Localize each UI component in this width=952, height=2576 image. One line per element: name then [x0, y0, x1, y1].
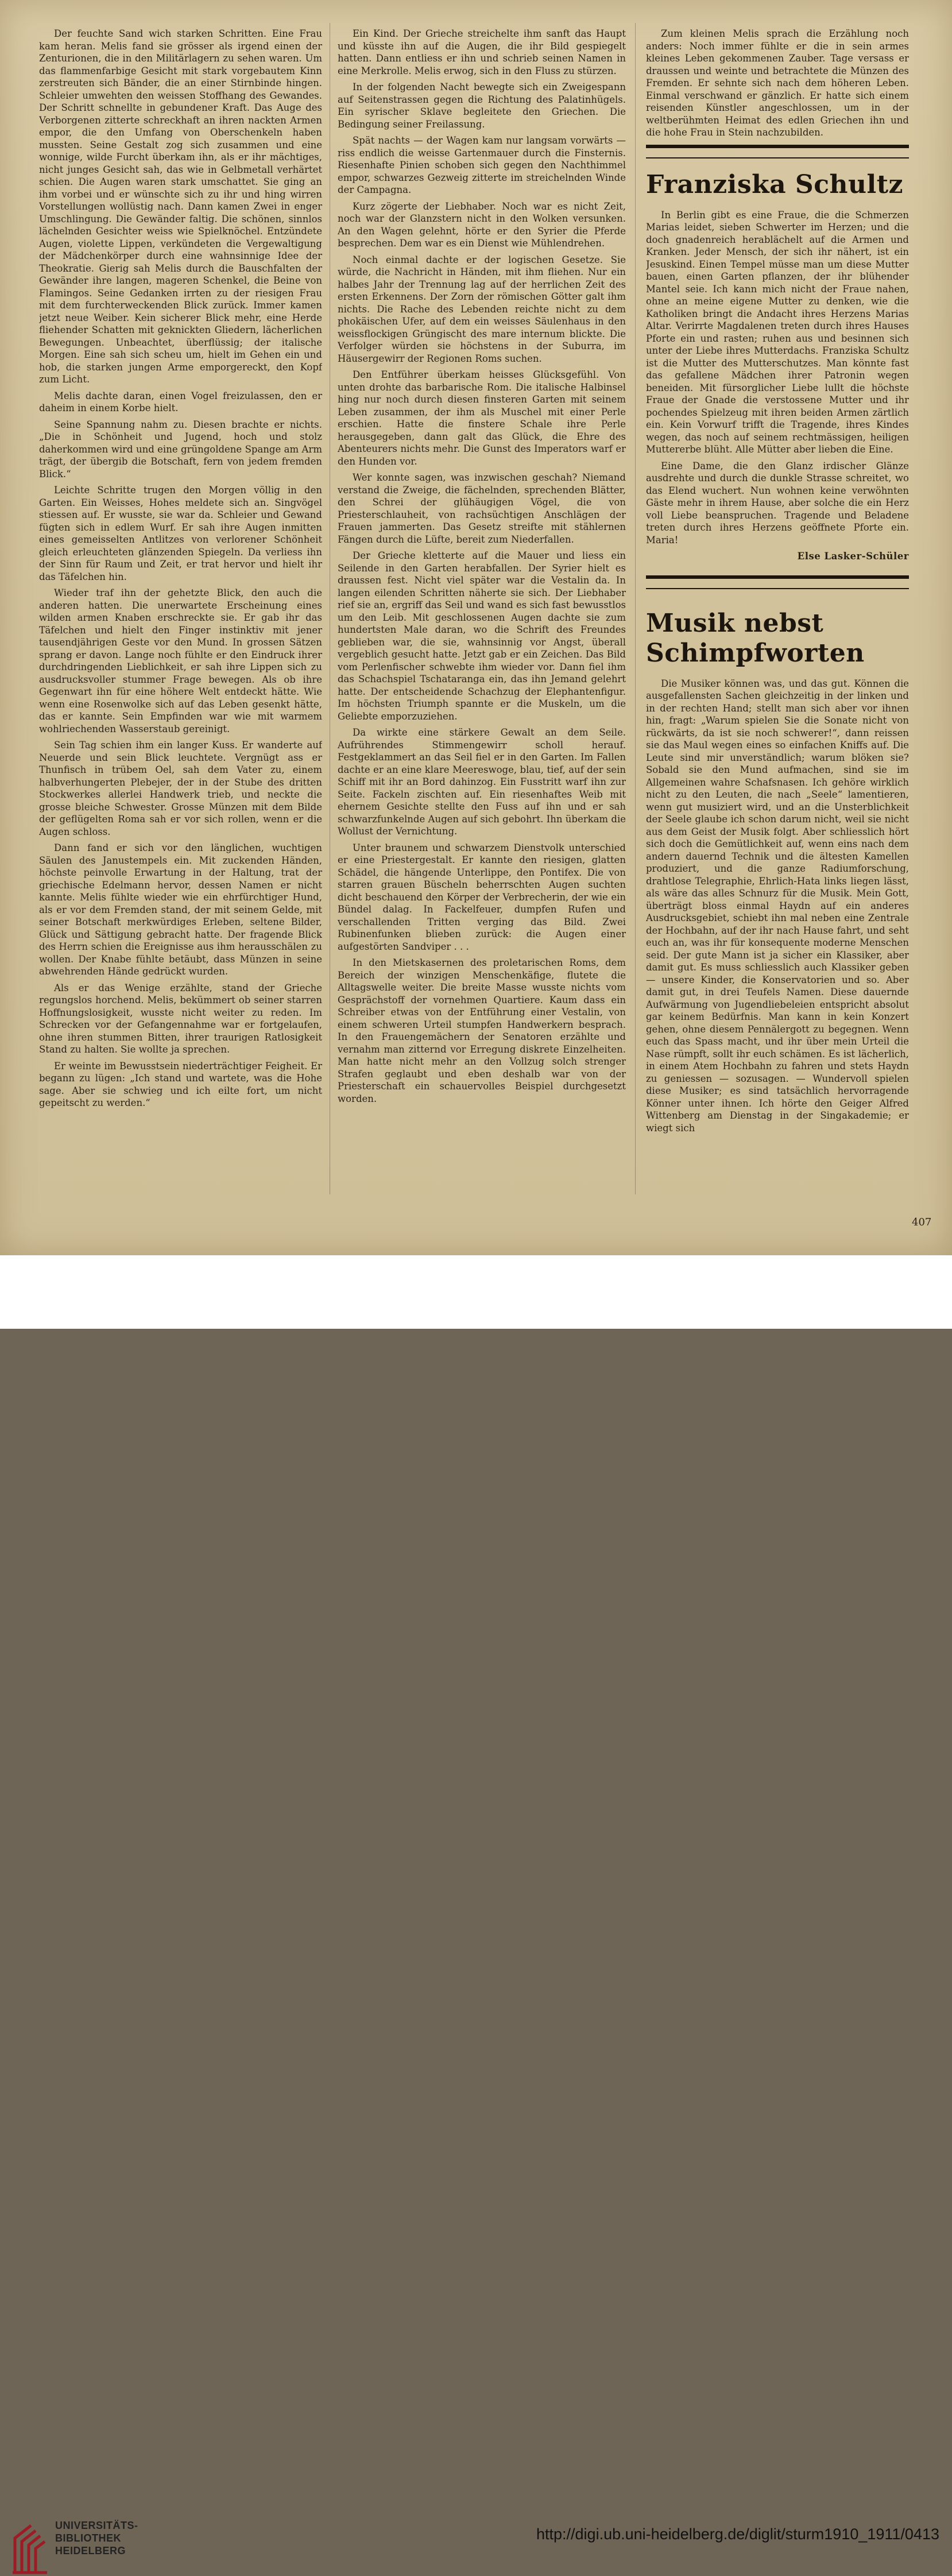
- newspaper-page: [0, 0, 952, 1255]
- column-right: [646, 28, 909, 1210]
- section-rule: [646, 145, 909, 158]
- library-name-line: BIBLIOTHEK: [55, 2532, 121, 2544]
- text-paragraph: Ein Kind. Der Grieche streichelte ihm sanft das Haupt und küsste ihn auf die Augen, die ihr Bild gespiegelt hatten. Dann entliess er ihn und schrieb seinen Namen in eine Merkrolle. Melis erwog, sich in den Fluss zu stürzen.: [338, 28, 626, 76]
- column-middle: [338, 28, 626, 1210]
- text-paragraph: Wer konnte sagen, was inzwischen geschah? Niemand verstand die Zweige, die fächelnden, sprechenden Blätter, den Schrei der glühäugigen Vögel, die von Priesterschlauheit, von rachsüchtigen Anschlägen der Frauen jammerten. Das Gesetz streifte mit stählernen Fängen durch die Lüfte, bereit zum Niederfallen.: [338, 472, 626, 545]
- library-logo-icon: [10, 2515, 51, 2576]
- text-paragraph: Dann fand er sich vor den länglichen, wuchtigen Säulen des Janustempels ein. Mit zuckenden Händen, höchste peinvolle Erwartung in der Haltung, trat der griechische Edelmann hervor, dessen Namen er nicht kannte. Melis fühlte wieder wie ein ehrfürchtiger Hund, als er vor dem Fremden stand, der mit seinem Gelde, mit seiner Botschaft merkwürdiges Erleben, seltene Bilder, Glück und Sättigung gebracht hatte. Der fragende Blick des Herrn schien die Ereignisse aus ihm herausschälen zu wollen. Der Knabe fühlte betäubt, dass Münzen in seine abwehrenden Hände gedrückt wurden.: [39, 842, 322, 977]
- text-paragraph: Wieder traf ihn der gehetzte Blick, den auch die anderen hatten. Die unerwartete Erscheinung eines wilden armen Knaben erschreckte sie. Er gab ihr das Täfelchen und hielt den Finger instinktiv mit jener tausendjährigen Geste vor den Mund. In grossen Sätzen sprang er davon. Lange noch fühlte er den Eindruck ihrer durchdringenden Lieblichkeit, er sah ihre Lippen sich zu ausdrucksvoller stummer Frage bewegen. Als ob ihre Gegenwart ihn für eine höhere Welt entdeckt hätte. Wie wenn eine Rosenwolke sich auf das Leben gesenkt hätte, das er kannte. Sein Empfinden war wie mit warmem wohlriechenden Wasserstaub gereinigt.: [39, 587, 322, 734]
- library-name-line: UNIVERSITÄTS-: [55, 2520, 138, 2531]
- text-paragraph: In der folgenden Nacht bewegte sich ein Zweigespann auf Seitenstrassen gegen die Richtung des Palatinhügels. Ein syrischer Sklave begleitete den Griechen. Die Bedingung seiner Freilassung.: [338, 82, 626, 130]
- text-paragraph: Unter braunem und schwarzem Dienstvolk unterschied er eine Priestergestalt. Er kannte den riesigen, glatten Schädel, die hängende Unterlippe, den Pontifex. Die von starren grauen Büscheln beherrschten Augen suchten dicht beschauend den Körper der Verbrecherin, der wie ein Bündel dalag. In Fackelfeuer, dumpfen Rufen und verschallenden Tritten verging das Bild. Zwei Rubinenfunken blieben zurück: die Augen einer aufgestörten Sandviper . . .: [338, 842, 626, 952]
- text-paragraph: Zum kleinen Melis sprach die Erzählung noch anders: Noch immer fühlte er die in sein armes kleines Leben gekommenen Zauber. Tage versass er draussen und weinte und betrachtete die Münzen des Fremden. Er sehnte sich nach dem höheren Leben. Einmal verschwand er gänzlich. Er hatte sich einem reisenden Künstler angeschlossen, um in der weltberühmten Heimat des edlen Griechen ihn und die hohe Frau in Stein nachzubilden.: [646, 28, 909, 138]
- text-paragraph: Der Grieche kletterte auf die Mauer und liess ein Seilende in den Garten herabfallen. Der Syrier hielt es draussen fest. Nicht viel später war die Vestalin da. In langen eilenden Schritten näherte sie sich. Der Liebhaber rief sie an, ergriff das Seil und wand es sich fast bewusstlos um den Leib. Mit geschlossenen Augen dachte sie zum hundertsten Male daran, wo die Schrift des Freundes geblieben war, die sie, wahnsinnig vor Angst, überall vergeblich gesucht hatte. Jetzt gab er ein Zeichen. Das Bild vom Perlenfischer schwebte ihm wieder vor. Dann fiel ihm das Schachspiel Tschataranga ein, das ihn Jemand gelehrt hatte. Der entscheidende Schachzug der Elephantenfigur. Im höchsten Triumph spannte er die Muskeln, um die Geliebte emporzuziehen.: [338, 550, 626, 722]
- text-paragraph: Melis dachte daran, einen Vogel freizulassen, den er daheim in einem Korbe hielt.: [39, 390, 322, 413]
- page-number: 407: [912, 1216, 932, 1228]
- library-name-line: HEIDELBERG: [55, 2545, 126, 2556]
- text-paragraph: Leichte Schritte trugen den Morgen völlig in den Garten. Ein Weisses, Hohes meldete sich an. Singvögel stiessen auf. Er wusste, sie war da. Schleier und Gewand fügten sich in edlem Wurf. Er sah ihre Augen inmitten eines gemeisselten Antlitzes von verlorener Schönheit gleich erleuchteten glänzenden Spiegeln. Da verliess ihn der Sinn für Raum und Zeit, er trat hervor und hielt ihr das Täfelchen hin.: [39, 485, 322, 582]
- text-paragraph: Er weinte im Bewusstsein niederträchtiger Feigheit. Er begann zu lügen: „Ich stand und wartete, was die Hohe sage. Aber sie schwieg und ich eilte fort, um nicht gepeitscht zu werden.“: [39, 1060, 322, 1108]
- text-paragraph: Eine Dame, die den Glanz irdischer Glänze ausdrehte und durch die dunkle Strasse schreitet, wo das Elend wuchert. Nun wohnen keine verwöhnten Gäste mehr in ihrem Hause, aber solche die ein Herz voll Liebe beanspruchen. Tragende und Beladene treten durch ihres Herzens geöffnete Pforte ein. Maria!: [646, 460, 909, 546]
- text-paragraph: In den Mietskasernen des proletarischen Roms, dem Bereich der winzigen Menschenkäfige, flutete die Alltagswelle weiter. Die breite Masse wusste nichts vom Gesprächstoff der vornehmen Quartiere. Kaum dass ein Schreiber etwas von der Entführung einer Vestalin, von einem schweren Urteil stumpfen Handwerkern besprach. In den Frauengemächern der Senatoren erzählte und vernahm man zitternd vor Erregung diskrete Einzelheiten. Man hatte nicht mehr an den Vollzug solch strenger Strafen geglaubt und eben deshalb war von der Priesterschaft ein schauervolles Beispiel durchgesetzt worden.: [338, 957, 626, 1104]
- text-paragraph: Die Musiker können was, und das gut. Können die ausgefallensten Sachen gleichzeitig in der linken und in der rechten Hand; stellt man sich aber vor ihnen hin, fragt: „Warum spielen Sie die Sonate nicht von rückwärts, da ist sie noch schwerer!“, dann reissen sie das Maul wegen eines so einfachen Kniffs auf. Die Leute sind mir unverständlich; warum blöken sie? Sobald sie den Mund aufmachen, sind sie im Allgemeinen wahre Schafsnasen. Ich gehöre wirklich nicht zu den Leuten, die nach „Seele“ lamentieren, wenn gut musiziert wird, und an die Unsterblichkeit der Seele glaube ich schon darum nicht, weil sie nicht aus dem Geist der Musik folgt. Aber schliesslich hört sich doch die Gemütlichkeit auf, wenn eins nach dem andern dauernd Technik und die ältesten Kamellen produziert, und die ganze Radiumforschung, drahtlose Telegraphie, Ehrlich-Hata links liegen lässt, als wäre das alles Schnurz für die Musik. Mein Gott, überträgt bloss einmal Haydn auf ein anderes Ausdrucksgebiet, schiebt ihn mal neben eine Zentrale der Hochbahn, auf der ihr nach Hause fahrt, und seht euch an, was ihr für konsequente moderne Menschen seid. Der gute Mann ist ja sicher ein Klassiker, aber damit gut. Es muss schliesslich auch Klassiker geben — unsere Kinder, die Konservatorien und so. Aber damit gut, in drei Teufels Namen. Diese dauernde Aufwärmung von Jugendliebeleien entspricht absolut gar keinem Bedürfnis. Man kann in kein Konzert gehen, ohne diesem Pennälergott zu begegnen. Wenn euch das Spass macht, und ihr über mein Urteil die Nase rümpft, sollt ihr euch schämen. Es ist lächerlich, in einem Atem Hochbahn zu fahren und stets Haydn zu geniessen — sozusagen. — Wundervoll spielen diese Musiker; es sind tatsächlich hervorragende Könner unter ihnen. Ich hörte den Geiger Alfred Wittenberg am Dienstag in der Singakademie; er wiegt sich: [646, 678, 909, 1134]
- text-paragraph: Der feuchte Sand wich starken Schritten. Eine Frau kam heran. Melis fand sie grösser als irgend einen der Zenturionen, die in den Militärlagern zu sehen waren. Um das flammenfarbige Gesicht mit stark vorgebautem Kinn zerstreuten sich Bänder, die an einer Stirnbinde hingen. Schleier umwehten den weissen Stoffhang des Gewandes. Der Schritt schnellte in gebundener Kraft. Das Auge des Verborgenen zitterte schreckhaft an ihren nackten Armen empor, die den Umfang von Oberschenkeln haben mussten. Seine Gestalt zog sich zusammen und eine wonnige, wilde Furcht überkam ihn, als er ihr mächtiges, nicht junges Gesicht sah, das wie in Gelbmetall verhärtet schien. Die Augen waren stark umschattet. Sie ging an ihm vorbei und er wünschte sich zu ihr und hing wirren Vorstellungen wollüstig nach. Dann kamen Zwei in enger Umschlingung. Die Gewänder faltig. Die schönen, sinnlos lächelnden Gesichter weiss wie Spielknöchel. Entzündete Augen, violette Lippen, verkündeten die Vergewaltigung der Mädchenkörper durch eine wahnsinnige Idee der Theokratie. Gierig sah Melis durch die Bauschfalten der Gewänder ihre langen, mageren Schenkel, die Beine von Flamingos. Seine Gedanken irrten zu der riesigen Frau mit dem furchterweckenden Blick zurück. Immer kamen jetzt neue Weiber. Kein sicherer Blick mehr, eine Herde fliehender Schatten mit geknickten Gliedern, lächerlichen Bewegungen. Unbeachtet, überflüssig; der italische Morgen. Eine sah sich scheu um, hielt im Gehen ein und hob, die starken jungen Arme emporgereckt, den Kopf zum Licht.: [39, 28, 322, 385]
- text-paragraph: In Berlin gibt es eine Fraue, die die Schmerzen Marias leidet, sieben Schwerter im Herzen; und die doch gnadenreich herablächelt auf die Armen und Kranken. Jeder Mensch, der sich ihr nähert, ist ein Jesuskind. Einen Tempel müsse man um diese Mutter bauen, einen Garten pflanzen, der ihr blühender Mantel seie. Ich kann mich nicht der Fraue nahen, ohne an meine eigene Mutter zu denken, wie die Katholiken bringt die Andacht ihres Herzens Marias Altar. Verirrte Magdalenen treten durch ihres Hauses Pforte ein und rasten; ruhen aus und besinnen sich unter der Liebe ihres Mutterdachs. Franziska Schultz ist die Mutter des Mutterschutzes. Man könnte fast das gefallene Mädchen ihrer Patronin wegen beneiden. Mit fürsorglicher Liebe lullt die höchste Fraue der Gnade die verstossene Mutter und ihr pochendes Spielzeug mit ihren beiden Armen zärtlich ein. Kein Vorwurf trifft die Tragende, ihres Kindes wegen, das noch auf seinem rechtmässigen, heiligen Muttererbe blüht. Alle Mütter aber lieben die Eine.: [646, 209, 909, 455]
- section-rule: [646, 575, 909, 589]
- library-name: [55, 2519, 138, 2557]
- text-paragraph: Da wirkte eine stärkere Gewalt an dem Seile. Aufrührendes Stimmengewirr scholl herauf. Festgeklammert an das Seil fiel er in den Garten. Im Fallen dachte er an eine klare Meereswoge, blau, tief, auf der sein Schiff mit ihr an Bord dahinzog. Ein Fusstritt warf ihn zur Seite. Fackeln zischten auf. Ein riesenhaftes Weib mit ehernem Gesichte stellte den Fuss auf ihn und er sah schwarzfunkelnde Augen auf sich gebohrt. Ihn überkam die Wollust der Vernichtung.: [338, 727, 626, 837]
- text-paragraph: Als er das Wenige erzählte, stand der Grieche regungslos horchend. Melis, bekümmert ob seiner starren Hoffnungslosigkeit, wusste nicht weiter zu reden. Im Schrecken vor der Gefangennahme war er fortgelaufen, ohne ihren stummen Bitten, ihrer traurigen Ratlosigkeit Stand zu halten. Sie wollte ja sprechen.: [39, 982, 322, 1055]
- text-paragraph: Kurz zögerte der Liebhaber. Noch war es nicht Zeit, noch war der Glanzstern nicht in den Wolken versunken. An den Wagen gelehnt, hörte er den Syrier die Pferde besprechen. Dem war es ein Dienst wie Mühlendrehen.: [338, 200, 626, 249]
- viewer-footer: [0, 1255, 952, 2556]
- text-paragraph: Seine Spannung nahm zu. Diesen brachte er nichts. „Die in Schönheit und Jugend, hoch und stolz daherkommen wird und eine grüngoldene Spange am Arm trägt, der übergib die Botschaft, fern von jedem fremden Blick.“: [39, 419, 322, 479]
- text-paragraph: Sein Tag schien ihm ein langer Kuss. Er wanderte auf Neuerde und sein Blick leuchtete. Vergnügt ass er Thunfisch in trübem Oel, sah dem Vater zu, einem halbverhungerten Plebejer, der in der Stube des dritten Stockwerkes allerlei Handwerk trieb, und neckte die grosse bleiche Schwester. Grosse Münzen mit dem Bilde der geflügelten Roma sah er vor sich rollen, wenn er die Augen schloss.: [39, 740, 322, 837]
- text-paragraph: Spät nachts — der Wagen kam nur langsam vorwärts — riss endlich die weisse Gartenmauer durch die Finsternis. Riesenhafte Pinien schoben sich gegen den Nachthimmel empor, schwarzes Gezweig zitterte im streichelnden Winde der Campagna.: [338, 135, 626, 195]
- text-paragraph: Den Entführer überkam heisses Glücksgefühl. Von unten drohte das barbarische Rom. Die italische Halbinsel hing nur noch durch diesen finsteren Garten mit seinem Leben zusammen, der ihm als Muschel mit einer Perle erschien. Hatte die finstere Schale ihre Perle herausgegeben, dann galt das Glück, die Ehre des Abenteurers nichts mehr. Die Gunst des Imperators warf er den Hunden vor.: [338, 369, 626, 467]
- author-signature: Else Lasker-Schüler: [797, 551, 909, 562]
- column-divider: [635, 23, 636, 1194]
- article-title: Musik nebst Schimpfworten: [646, 608, 865, 668]
- source-url[interactable]: http://digi.ub.uni-heidelberg.de/diglit/sturm1910_1911/0413: [536, 2525, 939, 2543]
- column-left: [39, 28, 322, 1210]
- text-paragraph: Noch einmal dachte er der logischen Gesetze. Sie würde, die Nachricht in Händen, mit ihm fliehen. Nur ein halbes Jahr der Trennung lag auf der herrlichen Zeit des ersten Erkennens. Der Zorn der römischen Götter galt ihm nichts. Die Rache des Lebenden reichte nicht zu dem phokäischen Ufer, auf dem ein weisses Säulenhaus in den weissflockigen Grüngischt des mare internum blickte. Die Verfolger würden sie höchstens in der Suburra, im Häusergewirr der Regionen Roms suchen.: [338, 254, 626, 364]
- article-title: Franziska Schultz: [646, 169, 904, 199]
